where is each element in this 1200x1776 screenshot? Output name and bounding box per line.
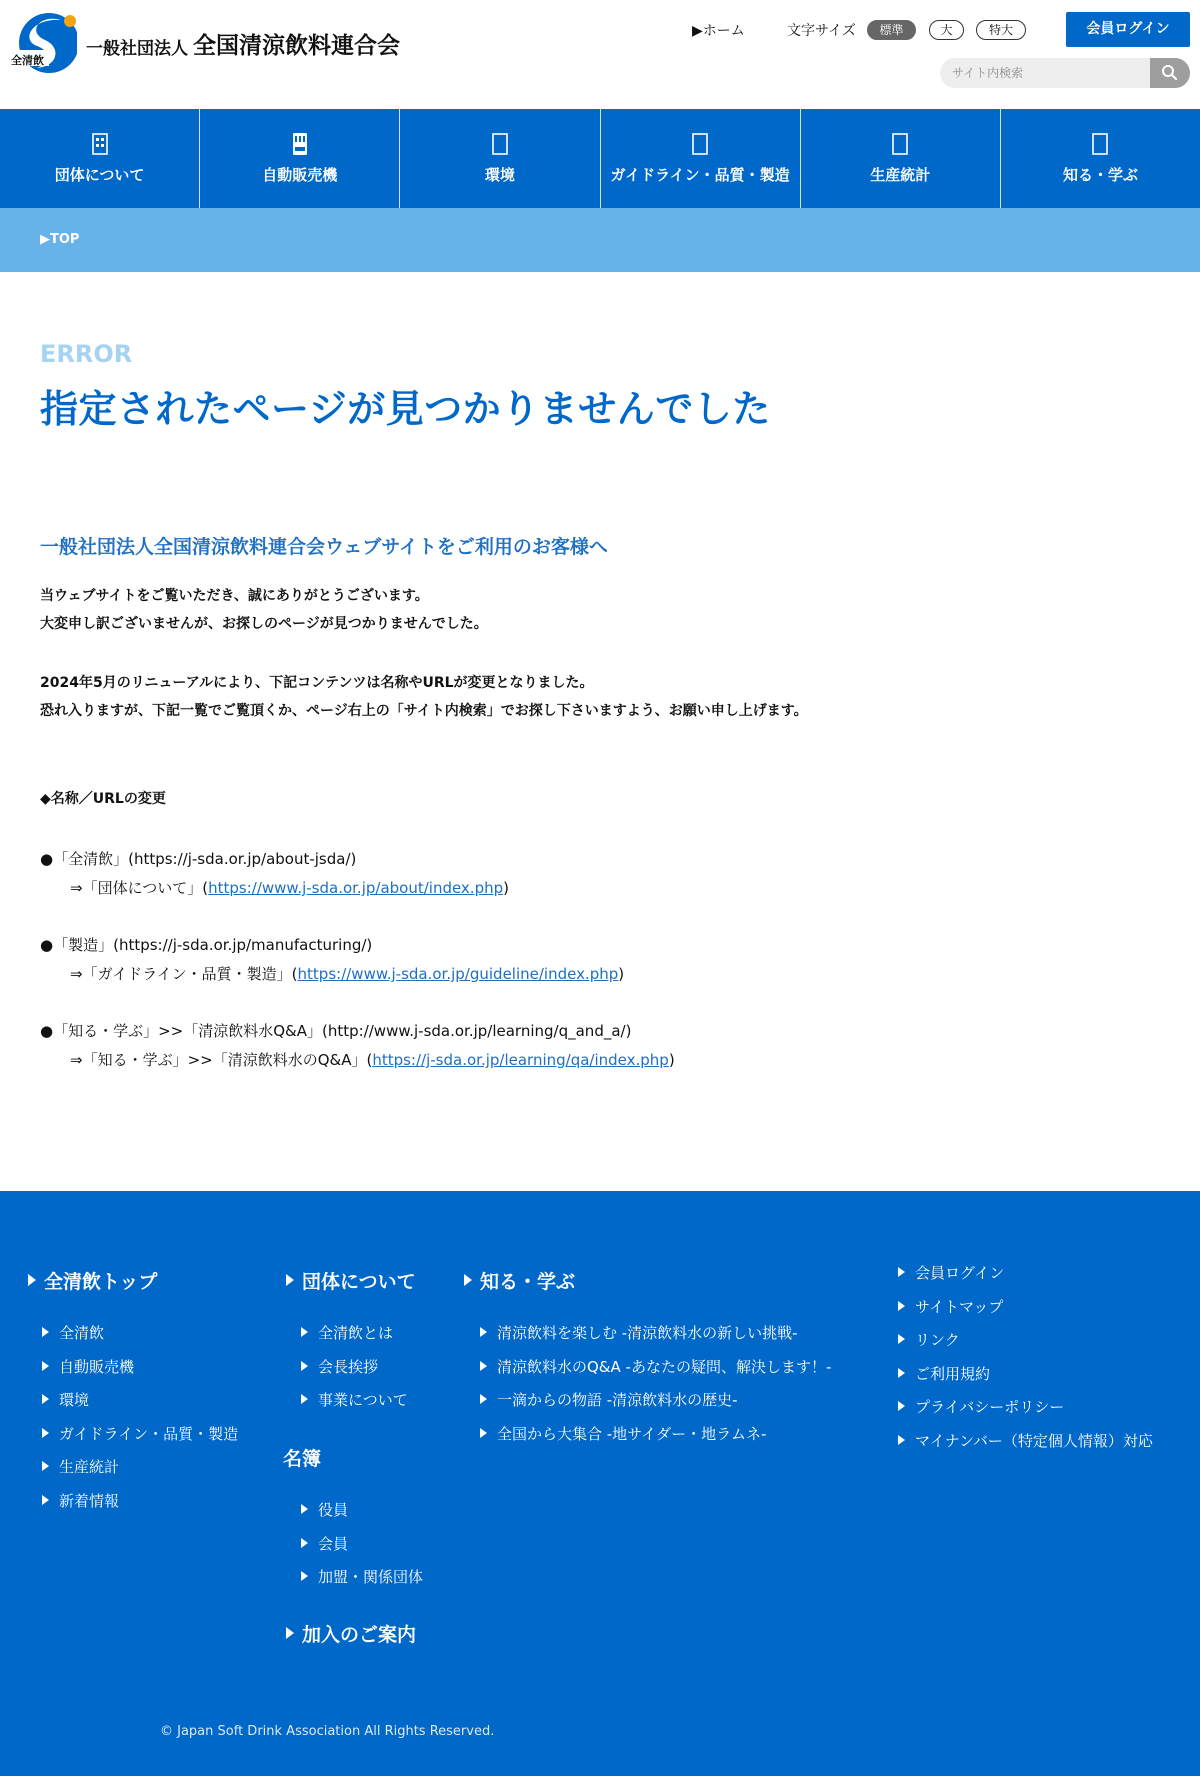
new-name: ⇒「ガイドライン・品質・製造」( — [70, 965, 298, 983]
search-icon — [1150, 58, 1190, 88]
site-header — [0, 0, 1200, 109]
footer-learning-link[interactable]: 知る・学ぶ — [464, 1267, 575, 1294]
chart-icon — [891, 132, 909, 156]
org-type: 一般社団法人 — [86, 39, 188, 59]
new-url-link[interactable]: https://www.j-sda.or.jp/about/index.php — [208, 879, 504, 897]
org-name[interactable]: 全国清涼飲料連合会 — [193, 33, 400, 59]
footer-link[interactable]: サイトマップ — [898, 1296, 1003, 1317]
footer-link[interactable]: 全清飲 — [42, 1322, 104, 1343]
nav-item-guideline[interactable] — [601, 109, 801, 208]
new-url-line — [40, 960, 624, 989]
footer-link[interactable]: 清涼飲料を楽しむ -清涼飲料水の新しい挑戦- — [480, 1322, 798, 1343]
footer-link[interactable]: リンク — [898, 1329, 960, 1350]
intro-line: 当ウェブサイトをご覧いただき、誠にありがとうございます。 — [40, 588, 429, 604]
vending-machine-icon — [291, 132, 309, 156]
font-size-xlarge-button[interactable]: 特大 — [976, 20, 1026, 40]
jsda-logo-icon[interactable] — [9, 10, 77, 76]
footer-top-link[interactable]: 全清飲トップ — [28, 1267, 157, 1294]
old-url: ●「全清飲」(https://j-sda.or.jp/about-jsda/) — [40, 850, 357, 868]
renewal-paragraph — [40, 669, 808, 725]
old-url: ●「製造」(https://j-sda.or.jp/manufacturing/) — [40, 936, 373, 954]
nav-item-learning[interactable] — [1001, 109, 1200, 208]
footer-about-link[interactable]: 団体について — [286, 1267, 416, 1294]
renewal-line: 2024年5月のリニューアルにより、下記コンテンツは名称やURLが変更となりました。 — [40, 675, 594, 691]
member-login-button[interactable]: 会員ログイン — [1066, 12, 1190, 47]
nav-item-environment[interactable] — [400, 109, 600, 208]
page-title: 指定されたページが見つかりませんでした — [40, 387, 771, 431]
footer-link[interactable]: 清涼飲料水のQ&A -あなたの疑問、解決します！- — [480, 1356, 831, 1377]
nav-item-vending[interactable] — [200, 109, 400, 208]
site-footer — [0, 1191, 1200, 1776]
footer-link[interactable]: 環境 — [42, 1389, 89, 1410]
footer-link[interactable]: 新着情報 — [42, 1490, 119, 1511]
footer-link[interactable]: 全国から大集合 -地サイダー・地ラムネ- — [480, 1423, 766, 1444]
nav-label: 知る・学ぶ — [1062, 166, 1138, 184]
paren: ) — [618, 965, 625, 983]
nav-label: 環境 — [484, 166, 515, 184]
font-size-standard-button[interactable]: 標準 — [867, 20, 916, 40]
breadcrumb-top-link[interactable]: ▶TOP — [40, 232, 80, 247]
old-url: ●「知る・学ぶ」>>「清涼飲料水Q&A」(http://www.j-sda.or.jp/learning/q_and_a/) — [40, 1022, 632, 1040]
footer-link[interactable]: 加盟・関係団体 — [301, 1566, 423, 1587]
new-url-line — [40, 1046, 675, 1075]
new-url-link[interactable]: https://j-sda.or.jp/learning/qa/index.php — [372, 1051, 669, 1069]
leaf-icon — [491, 132, 509, 156]
nav-item-about[interactable] — [0, 109, 200, 208]
font-size-large-button[interactable]: 大 — [929, 20, 964, 40]
paren: ) — [668, 1051, 675, 1069]
nav-label: 自動販売機 — [262, 166, 338, 184]
footer-link[interactable]: 一滴からの物語 -清涼飲料水の歴史- — [480, 1389, 738, 1410]
new-url-link[interactable]: https://www.j-sda.or.jp/guideline/index.php — [297, 965, 619, 983]
new-name: ⇒「団体について」( — [70, 879, 209, 897]
footer-link[interactable]: 会長挨拶 — [301, 1356, 378, 1377]
footer-link[interactable]: 事業について — [301, 1389, 408, 1410]
paren: ) — [503, 879, 509, 897]
section-title: ◆名称／URLの変更 — [40, 791, 166, 807]
book-icon — [1091, 132, 1109, 156]
intro-line: 大変申し訳ございませんが、お探しのページが見つかりませんでした。 — [40, 616, 488, 632]
site-search — [940, 58, 1190, 88]
change-item — [40, 1017, 675, 1075]
footer-link[interactable]: マイナンバー（特定個人情報）対応 — [898, 1430, 1153, 1451]
change-item — [40, 931, 624, 989]
new-url-line — [40, 874, 509, 903]
footer-link[interactable]: 全清飲とは — [301, 1322, 393, 1343]
footer-link[interactable]: 会員 — [301, 1533, 348, 1554]
home-link[interactable]: ▶ホーム — [692, 23, 745, 39]
nav-item-statistics[interactable] — [801, 109, 1001, 208]
footer-link[interactable]: 生産統計 — [42, 1456, 119, 1477]
change-item — [40, 845, 509, 903]
font-size-label: 文字サイズ — [787, 23, 856, 39]
footer-link[interactable]: プライバシーポリシー — [898, 1396, 1064, 1417]
intro-paragraph — [40, 582, 488, 638]
nav-label: 生産統計 — [870, 166, 931, 184]
footer-link[interactable]: 会員ログイン — [898, 1262, 1004, 1283]
search-button[interactable] — [1150, 58, 1190, 88]
renewal-line: 恐れ入りますが、下記一覧でご覧頂くか、ページ右上の「サイト内検索」でお探し下さいますよう、お願い申し上げます。 — [40, 703, 808, 719]
footer-link[interactable]: 役員 — [301, 1499, 348, 1520]
new-name: ⇒「知る・学ぶ」>>「清涼飲料水のQ&A」( — [70, 1051, 373, 1069]
copyright: © Japan Soft Drink Association All Rights Reserved. — [160, 1724, 495, 1739]
footer-join-link[interactable]: 加入のご案内 — [286, 1620, 416, 1647]
search-input[interactable] — [940, 58, 1150, 88]
nav-label: ガイドライン・品質・製造 — [610, 166, 790, 184]
svg-text:全清飲: 全清飲 — [11, 54, 44, 67]
lead-heading: 一般社団法人全国清涼飲料連合会ウェブサイトをご利用のお客様へ — [40, 536, 608, 558]
footer-link[interactable]: ご利用規約 — [898, 1363, 990, 1384]
footer-category-roster: 名簿 — [283, 1448, 322, 1470]
global-nav — [0, 109, 1200, 208]
footer-link[interactable]: 自動販売機 — [42, 1356, 134, 1377]
document-icon — [691, 132, 709, 156]
building-icon — [91, 132, 109, 156]
nav-label: 団体について — [54, 166, 145, 184]
footer-link[interactable]: ガイドライン・品質・製造 — [42, 1423, 238, 1444]
error-kicker: ERROR — [40, 340, 133, 368]
breadcrumb — [0, 208, 1200, 272]
